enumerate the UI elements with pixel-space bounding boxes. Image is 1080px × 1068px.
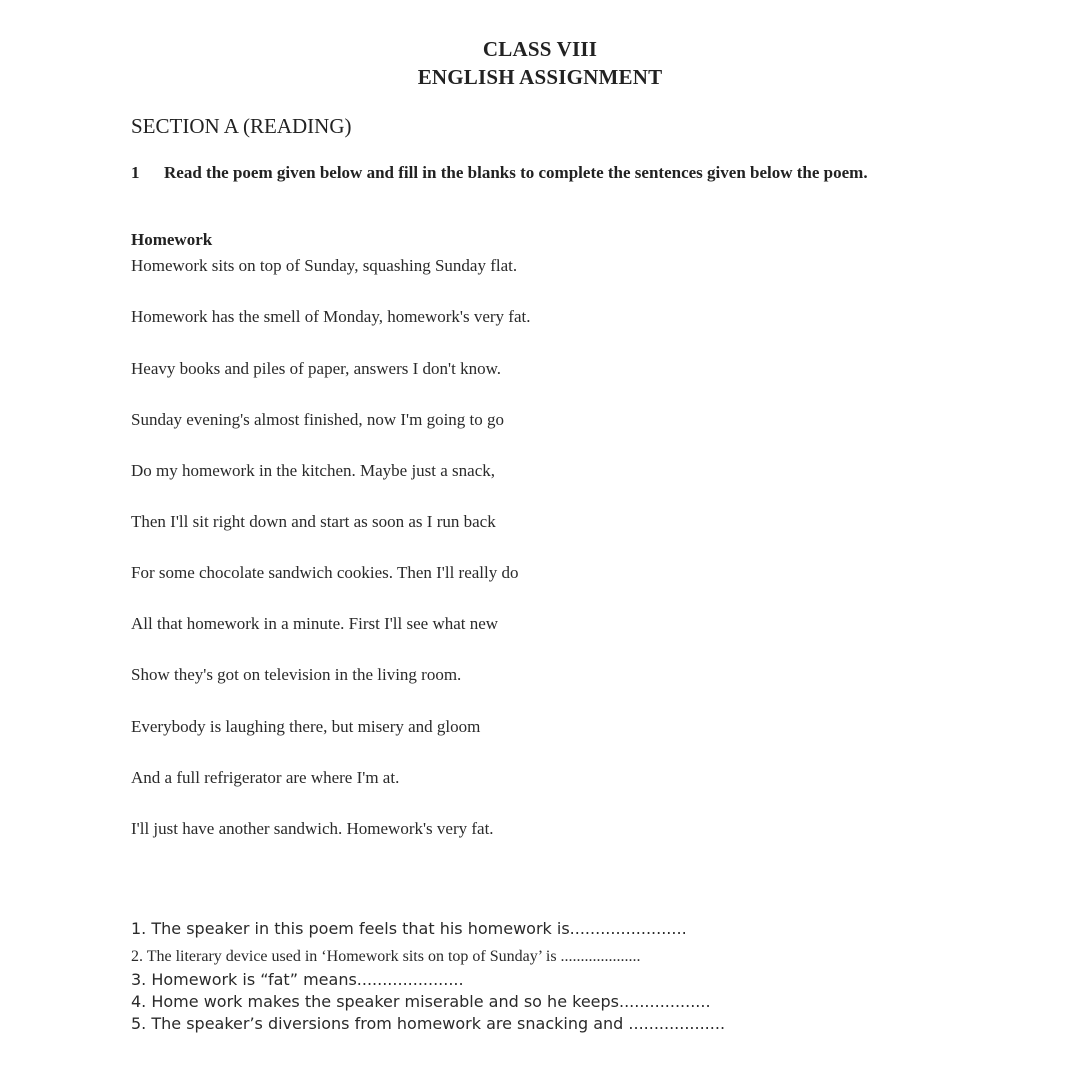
poem-line: Sunday evening's almost finished, now I'm going to go xyxy=(131,410,505,429)
poem-line: Do my homework in the kitchen. Maybe just a snack, xyxy=(131,461,496,480)
blank-item: 3. Homework is “fat” means..................... xyxy=(131,970,464,989)
poem-line: Everybody is laughing there, but misery and gloom xyxy=(131,717,481,736)
question-number: 1 xyxy=(131,163,140,182)
blank-item: 5. The speaker’s diversions from homework are snacking and ................... xyxy=(131,1014,726,1033)
poem-line: For some chocolate sandwich cookies. Then I'll really do xyxy=(131,563,519,582)
section-heading: SECTION A (READING) xyxy=(131,114,352,138)
poem-line: Homework has the smell of Monday, homework's very fat. xyxy=(131,307,531,326)
poem-title: Homework xyxy=(131,230,213,249)
class-title: CLASS VIII xyxy=(482,37,598,61)
poem-line: All that homework in a minute. First I'll see what new xyxy=(131,614,499,633)
blank-item: 2. The literary device used in ‘Homework sits on top of Sunday’ is .................... xyxy=(131,948,641,965)
assignment-title: ENGLISH ASSIGNMENT xyxy=(417,65,663,89)
poem-line: Then I'll sit right down and start as soon as I run back xyxy=(131,512,496,531)
poem-line: Show they's got on television in the living room. xyxy=(131,665,462,684)
blank-item: 1. The speaker in this poem feels that his homework is....................... xyxy=(131,919,687,938)
blank-item: 4. Home work makes the speaker miserable and so he keeps.................. xyxy=(131,992,711,1011)
question-text: Read the poem given below and fill in the blanks to complete the sentences given below the poem. xyxy=(164,163,868,182)
poem-line: I'll just have another sandwich. Homework's very fat. xyxy=(131,819,494,838)
poem-line: And a full refrigerator are where I'm at. xyxy=(131,768,400,787)
poem-line: Heavy books and piles of paper, answers I don't know. xyxy=(131,359,501,378)
poem-line: Homework sits on top of Sunday, squashing Sunday flat. xyxy=(131,256,518,275)
